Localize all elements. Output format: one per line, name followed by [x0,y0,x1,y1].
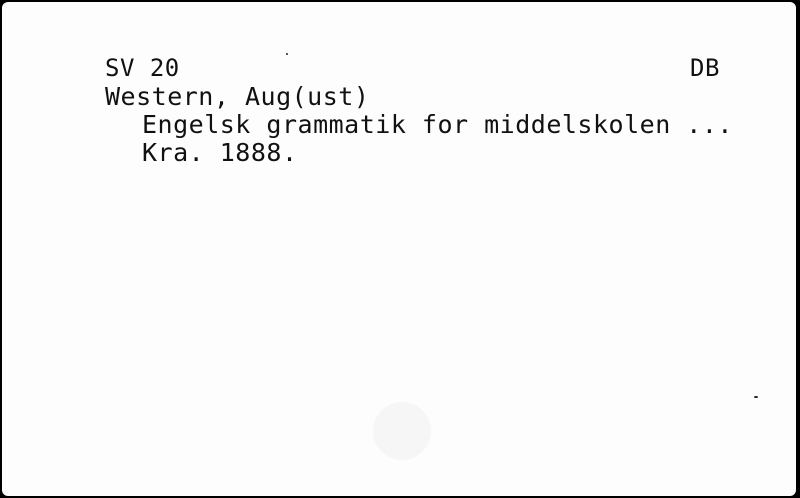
imprint-statement: Kra. 1888. [142,138,298,167]
ink-speck [286,53,288,55]
ink-speck [754,396,758,398]
location-code: DB [690,54,720,82]
punch-hole [373,402,431,460]
author-heading: Western, Aug(ust) [105,82,370,111]
catalog-card [2,2,796,496]
call-number: SV 20 [105,54,180,82]
title-statement: Engelsk grammatik for middelskolen ... [142,110,733,139]
